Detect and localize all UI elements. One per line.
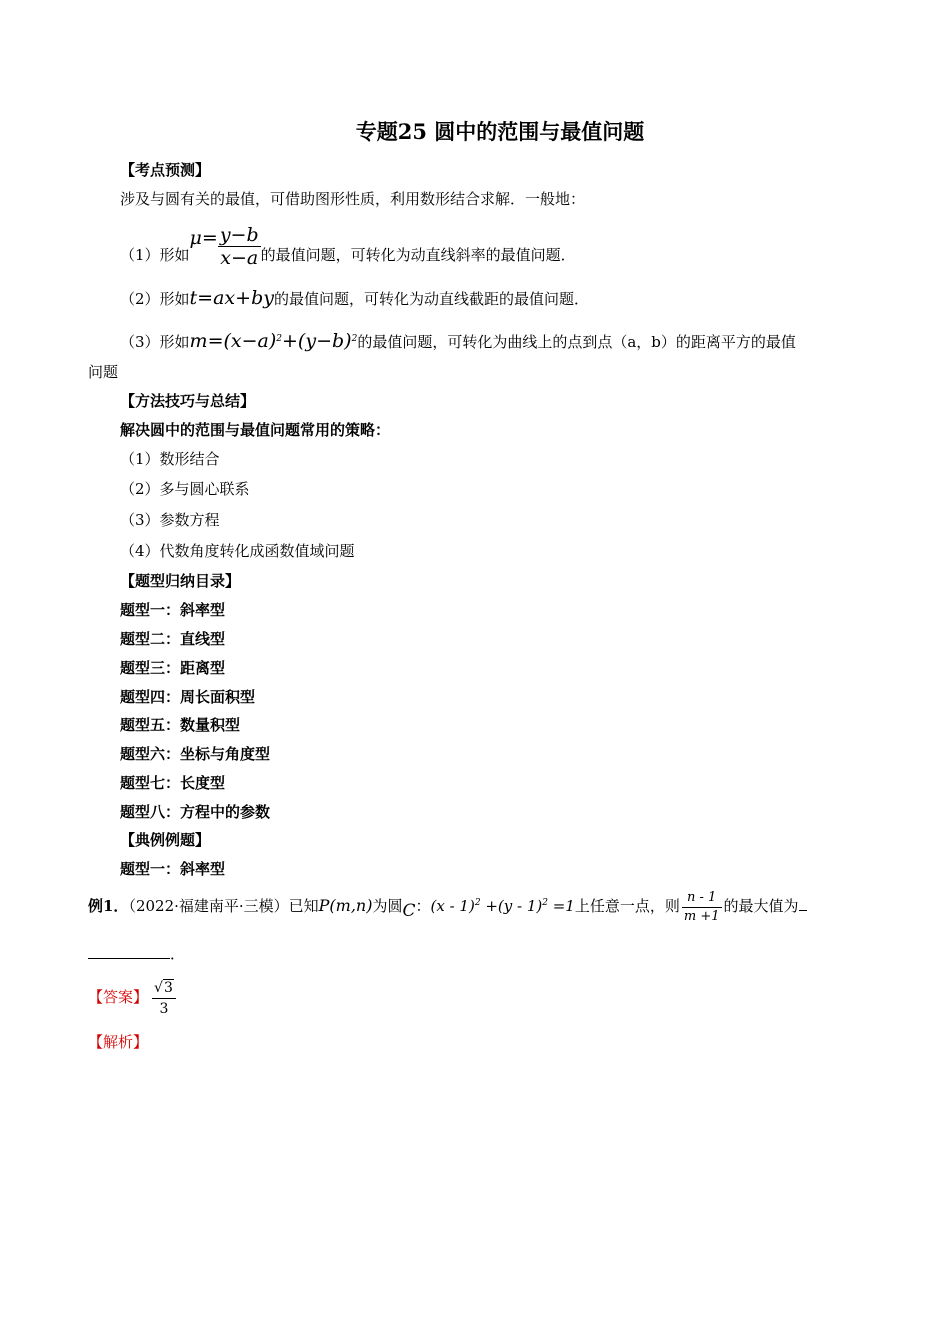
kaodian-item-3 bbox=[120, 327, 796, 356]
item3-prefix: （3）形如 bbox=[120, 333, 190, 351]
item3-formula-a: m=(x−a) bbox=[189, 330, 277, 352]
heading-fangfa: 【方法技巧与总结】 bbox=[120, 392, 256, 410]
fangfa-item-2: （2）多与圆心联系 bbox=[120, 480, 250, 498]
answer-numerator bbox=[152, 978, 176, 998]
item3-exponent-2: 2 bbox=[351, 334, 358, 344]
item1-prefix: （1）形如 bbox=[120, 246, 190, 264]
example-1-point: P(m,n) bbox=[318, 896, 373, 915]
kaodian-item-3-wrap: 问题 bbox=[88, 363, 119, 381]
example-1-suffix: 的最大值为 bbox=[723, 897, 799, 915]
tixing-item-5: 题型五：数量积型 bbox=[120, 716, 241, 734]
kaodian-intro: 涉及与圆有关的最值，可借助图形性质，利用数形结合求解．一般地： bbox=[120, 190, 586, 208]
tixing-item-2: 题型二：直线型 bbox=[120, 630, 226, 648]
example-1-answer-blank bbox=[88, 944, 170, 959]
item1-formula-lhs: μ= bbox=[189, 227, 218, 249]
answer-fraction bbox=[152, 978, 176, 1019]
example-1-source: （2022·福建南平·三模）已知 bbox=[128, 897, 319, 915]
tixing-item-6: 题型六：坐标与角度型 bbox=[120, 745, 271, 763]
example-1-eq-b: +(y - 1) bbox=[480, 897, 543, 915]
example-1-mid: 为圆 bbox=[372, 897, 403, 915]
item3-suffix: 的最值问题，可转化为曲线上的点到点（a，b）的距离平方的最值 bbox=[357, 333, 796, 351]
item2-formula: t=ax+by bbox=[189, 287, 274, 309]
item3-formula-b: +(y−b) bbox=[282, 330, 352, 352]
example-1-answer bbox=[88, 974, 176, 1020]
answer-denominator: 3 bbox=[152, 998, 176, 1019]
example-1-after-eq: 上任意一点，则 bbox=[574, 897, 680, 915]
item2-suffix: 的最值问题，可转化为动直线截距的最值问题． bbox=[273, 290, 589, 308]
example-1-colon: ： bbox=[415, 897, 431, 915]
example-1-eq-exp-1: 2 bbox=[474, 898, 481, 908]
dianli-subheading: 题型一：斜率型 bbox=[120, 860, 226, 878]
tixing-item-1: 题型一：斜率型 bbox=[120, 601, 226, 619]
example-1-end: ． bbox=[170, 945, 186, 963]
example-1-fraction bbox=[682, 889, 722, 926]
item3-exponent-1: 2 bbox=[276, 334, 283, 344]
example-1-label: 例1． bbox=[88, 897, 129, 915]
example-1-line bbox=[88, 886, 807, 931]
tixing-item-8: 题型八：方程中的参数 bbox=[120, 803, 271, 821]
heading-kaodian: 【考点预测】 bbox=[120, 161, 211, 179]
item1-fraction-denominator: x−a bbox=[218, 246, 261, 269]
fangfa-item-3: （3）参数方程 bbox=[120, 511, 220, 529]
answer-radicand: 3 bbox=[163, 979, 173, 996]
sqrt-icon: √ bbox=[154, 979, 163, 996]
item1-fraction bbox=[218, 224, 261, 269]
kaodian-item-1 bbox=[120, 218, 576, 275]
item1-fraction-numerator: y−b bbox=[219, 223, 259, 246]
answer-label: 【答案】 bbox=[88, 988, 149, 1006]
example-1-fraction-denominator: m +1 bbox=[683, 908, 720, 924]
fangfa-item-1: （1）数形结合 bbox=[120, 450, 220, 468]
example-1-eq-c: =1 bbox=[547, 897, 575, 915]
heading-tixing: 【题型归纳目录】 bbox=[120, 572, 241, 590]
example-1-eq-a: (x - 1) bbox=[430, 897, 475, 915]
analysis-label: 【解析】 bbox=[88, 1033, 149, 1051]
example-1-circle: C bbox=[402, 901, 416, 921]
tixing-item-7: 题型七：长度型 bbox=[120, 774, 226, 792]
heading-dianli: 【典例例题】 bbox=[120, 831, 211, 849]
kaodian-item-2 bbox=[120, 285, 589, 312]
example-1-answer-blank-start bbox=[799, 910, 807, 911]
fangfa-lead: 解决圆中的范围与最值问题常用的策略： bbox=[120, 421, 391, 439]
item1-suffix: 的最值问题，可转化为动直线斜率的最值问题． bbox=[260, 246, 576, 264]
item2-prefix: （2）形如 bbox=[120, 290, 190, 308]
fangfa-item-4: （4）代数角度转化成函数值域问题 bbox=[120, 542, 355, 560]
example-1-eq-exp-2: 2 bbox=[542, 898, 548, 908]
tixing-item-3: 题型三：距离型 bbox=[120, 659, 226, 677]
page-title: 专题25 圆中的范围与最值问题 bbox=[355, 119, 645, 144]
example-1-blank-line bbox=[88, 944, 185, 964]
tixing-item-4: 题型四：周长面积型 bbox=[120, 688, 256, 706]
example-1-fraction-numerator: n - 1 bbox=[687, 889, 717, 905]
